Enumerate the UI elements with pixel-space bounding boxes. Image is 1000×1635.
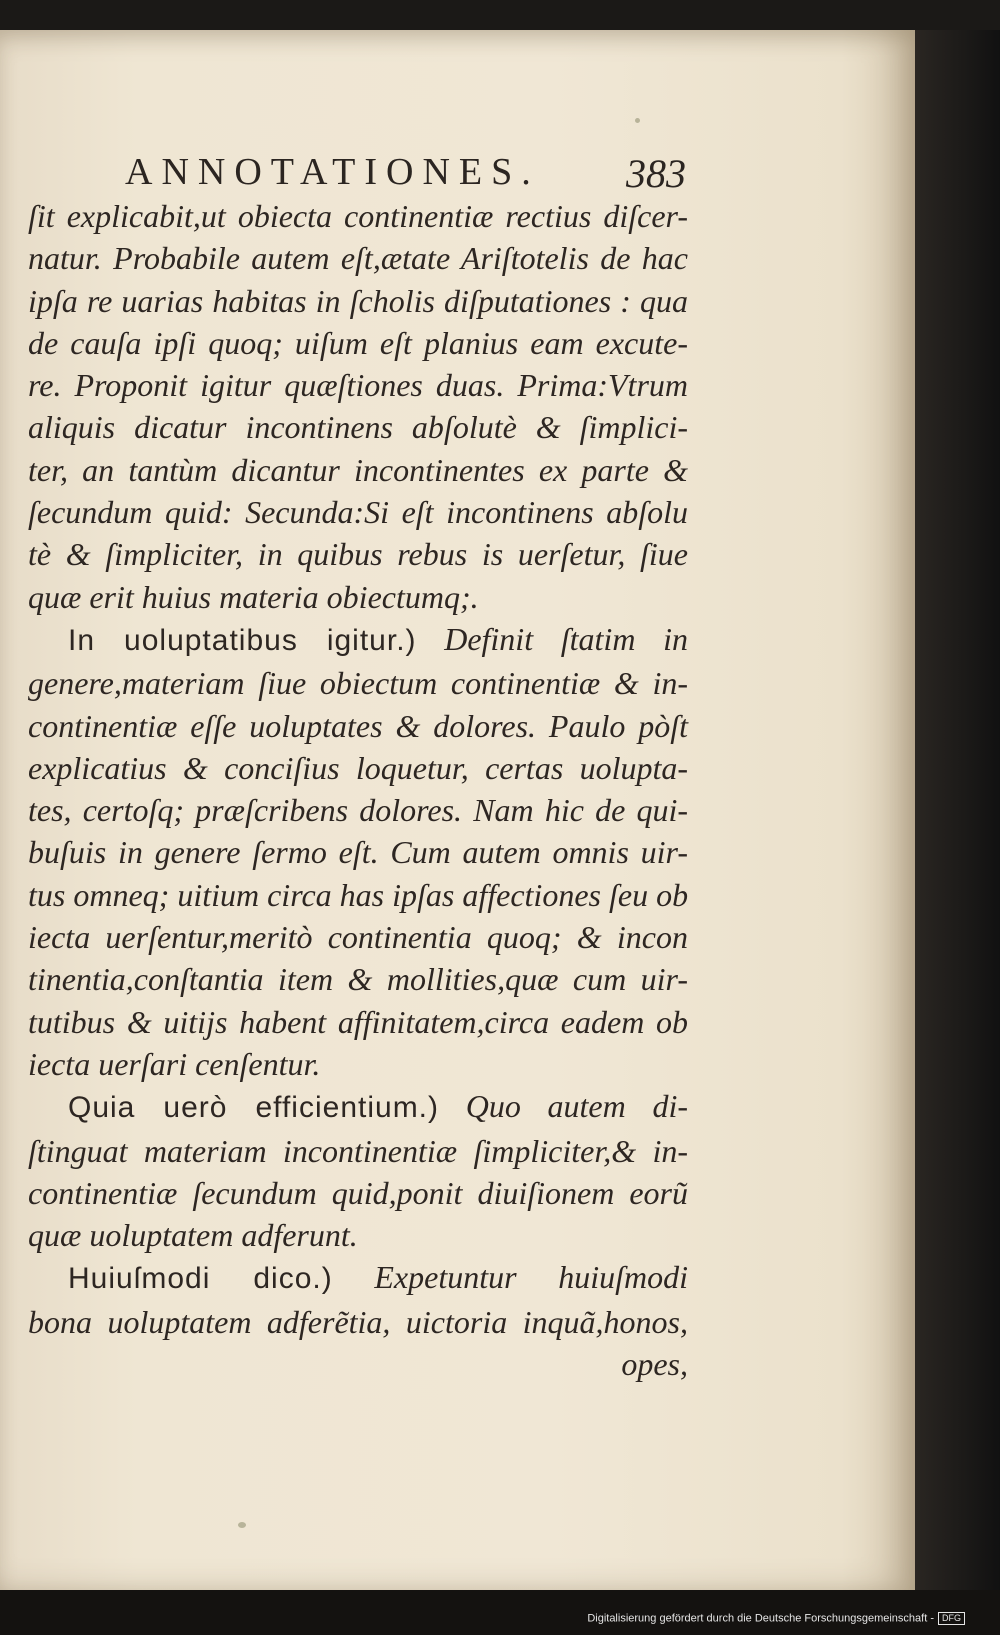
text-line: explicatius & conciſius loquetur, certas uolupta- bbox=[28, 749, 688, 786]
text-line: re. Proponit igitur quæſtiones duas. Prima:Vtrum bbox=[28, 367, 688, 404]
running-header bbox=[0, 150, 915, 200]
running-title: ANNOTATIONES. bbox=[125, 151, 540, 193]
text-line: ter, an tantùm dicantur incontinentes ex parte & bbox=[28, 451, 688, 488]
dfg-logo: DFG bbox=[938, 1612, 965, 1625]
text-line: tinentia,conſtantia item & mollities,quæ cum uir- bbox=[28, 961, 688, 998]
text-fragment: Expetuntur huiuſmodi bbox=[332, 1259, 688, 1296]
text-line: aliquis dicatur incontinens abſolutè & ſimplici- bbox=[28, 409, 688, 446]
text-line: tutibus & uitijs habent affinitatem,circa eadem ob bbox=[28, 1003, 688, 1040]
text-fragment: Quo autem di- bbox=[439, 1088, 688, 1125]
paragraph-start bbox=[28, 1256, 688, 1300]
text-line: continentiæ ſecundum quid,ponit diuiſionem eorũ bbox=[28, 1174, 688, 1211]
text-line: de cauſa ipſi quoq; uiſum eſt planius eam excute- bbox=[28, 324, 688, 361]
text-line: quæ uoluptatem adferunt. bbox=[28, 1217, 358, 1254]
text-line: iecta uerſari cenſentur. bbox=[28, 1045, 321, 1082]
paragraph-start bbox=[28, 1085, 688, 1129]
digitization-credit bbox=[587, 1612, 965, 1625]
text-line: genere,materiam ſiue obiectum continentiæ & in- bbox=[28, 665, 688, 702]
paper-fleck bbox=[635, 118, 640, 123]
credit-text: Digitalisierung gefördert durch die Deutsche Forschungsgemeinschaft - bbox=[587, 1612, 934, 1625]
paragraph-start bbox=[28, 618, 688, 662]
text-line: continentiæ eſſe uoluptates & dolores. Paulo pòſt bbox=[28, 707, 688, 744]
lemma: In uoluptatibus igitur.) bbox=[68, 623, 417, 657]
text-line: tus omneq; uitium circa has ipſas affectiones ſeu ob bbox=[28, 876, 689, 913]
text-line: tes, certoſq; præſcribens dolores. Nam hic de qui- bbox=[28, 792, 688, 829]
catchword: opes, bbox=[621, 1346, 688, 1383]
text-line: buſuis in genere ſermo eſt. Cum autem omnis uir- bbox=[28, 834, 688, 871]
lemma: Quia uerò efficientium.) bbox=[68, 1091, 440, 1125]
text-line: iecta uerſentur,meritò continentia quoq; & incon bbox=[28, 919, 688, 956]
scan-top-border bbox=[0, 0, 1000, 30]
paper-fleck bbox=[238, 1522, 246, 1528]
text-fragment: Definit ſtatim in bbox=[416, 620, 688, 657]
body-text bbox=[28, 195, 688, 1385]
text-line: natur. Probabile autem eſt,ætate Ariſtotelis de hac bbox=[28, 240, 688, 277]
text-line: tè & ſimpliciter, in quibus rebus is uerſetur, ſiue bbox=[28, 536, 688, 573]
text-line: ſit explicabit,ut obiecta continentiæ rectius diſcer- bbox=[28, 198, 688, 234]
text-line: ſecundum quid: Secunda:Si eſt incontinens abſolu bbox=[28, 494, 688, 531]
text-line: ipſa re uarias habitas in ſcholis diſputationes : qua bbox=[28, 282, 688, 319]
text-line: quæ erit huius materia obiectumq;. bbox=[28, 578, 479, 615]
scan-right-border bbox=[915, 30, 1000, 1590]
text-line: bona uoluptatem adferẽtia, uictoria inquã,honos, bbox=[28, 1303, 688, 1340]
lemma: Huiuſmodi dico.) bbox=[68, 1262, 333, 1296]
text-line: ſtinguat materiam incontinentiæ ſimpliciter,& in- bbox=[28, 1132, 688, 1169]
page-number: 383 bbox=[626, 151, 686, 196]
